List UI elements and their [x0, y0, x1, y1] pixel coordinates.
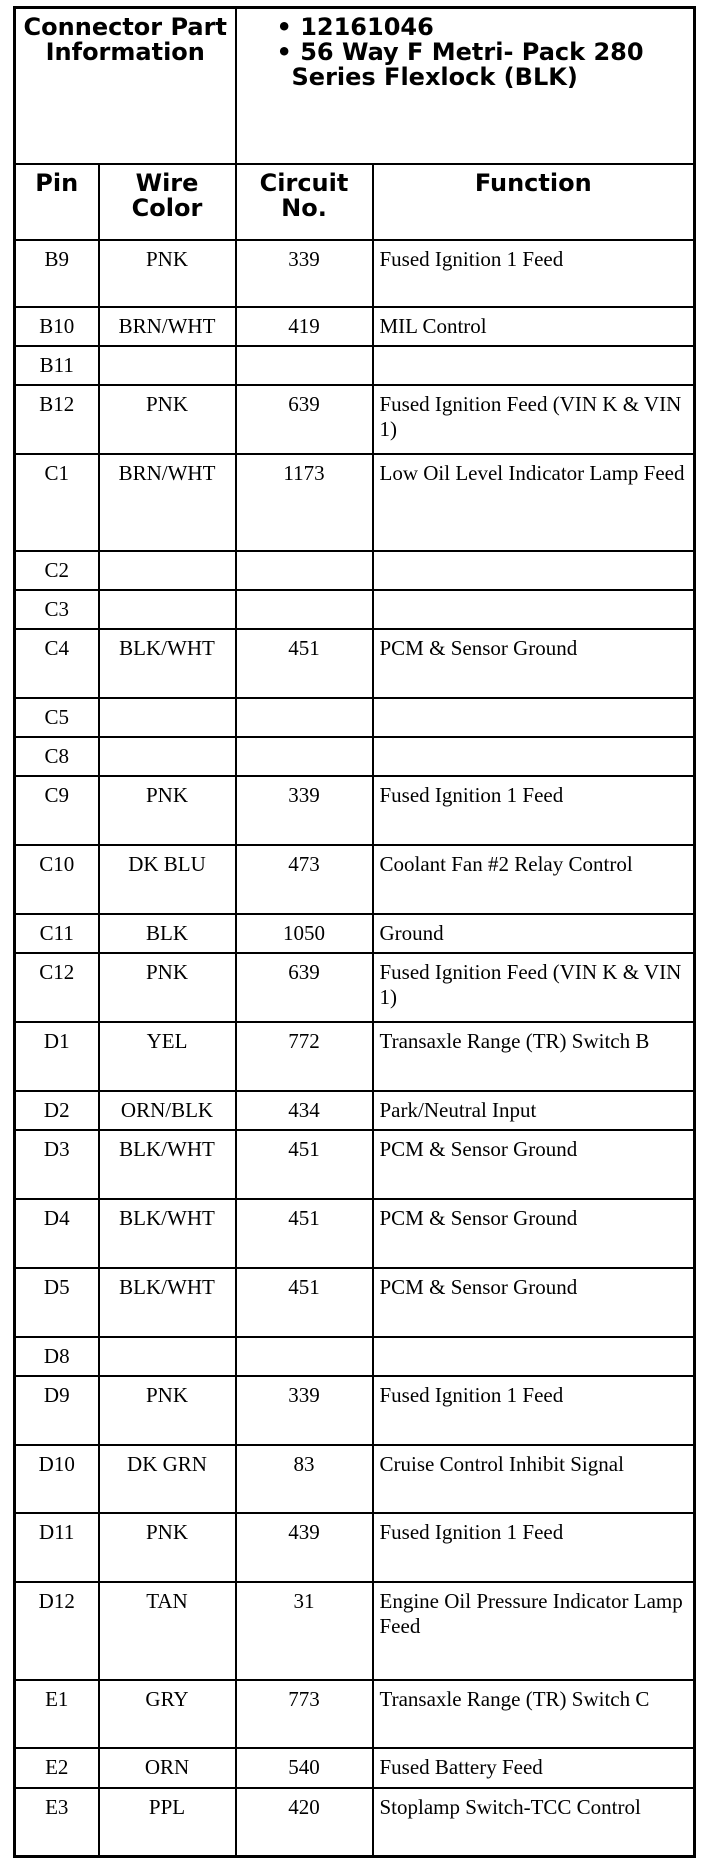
table-row [15, 1513, 695, 1582]
pin-cell: D2 [15, 1091, 99, 1130]
circuit-no-cell: 420 [236, 1788, 373, 1857]
function-cell: Fused Ignition 1 Feed [373, 1513, 695, 1582]
table-row [15, 698, 695, 737]
function-cell: PCM & Sensor Ground [373, 1130, 695, 1199]
table-row [15, 1376, 695, 1445]
wire-color-cell [99, 551, 236, 590]
circuit-no-cell: 439 [236, 1513, 373, 1582]
pin-cell: C11 [15, 914, 99, 953]
function-cell: Fused Ignition 1 Feed [373, 240, 695, 306]
col-header-pin: Pin [15, 164, 99, 240]
pin-cell: B12 [15, 385, 99, 454]
table-row [15, 1788, 695, 1857]
function-cell: Fused Ignition 1 Feed [373, 776, 695, 845]
function-cell: Cruise Control Inhibit Signal [373, 1445, 695, 1514]
wire-color-cell [99, 737, 236, 776]
wire-color-cell: GRY [99, 1680, 236, 1749]
table-row [15, 1199, 695, 1268]
function-cell: Fused Ignition Feed (VIN K & VIN 1) [373, 953, 695, 1022]
circuit-no-cell: 31 [236, 1582, 373, 1679]
circuit-no-cell: 639 [236, 385, 373, 454]
connector-description: • 56 Way F Metri- Pack 280 Series Flexlock (BLK) [276, 38, 644, 91]
circuit-no-cell: 434 [236, 1091, 373, 1130]
wire-color-cell: PPL [99, 1788, 236, 1857]
col-header-circuit-no: Circuit No. [236, 164, 373, 240]
function-cell: Engine Oil Pressure Indicator Lamp Feed [373, 1582, 695, 1679]
pin-cell: C2 [15, 551, 99, 590]
function-cell: Fused Ignition 1 Feed [373, 1376, 695, 1445]
pin-cell: B9 [15, 240, 99, 306]
pin-cell: C4 [15, 629, 99, 698]
circuit-no-cell: 339 [236, 1376, 373, 1445]
wire-color-cell [99, 590, 236, 629]
wire-color-cell: ORN/BLK [99, 1091, 236, 1130]
pin-cell: B11 [15, 346, 99, 385]
circuit-no-cell: 451 [236, 1199, 373, 1268]
wire-color-cell: DK BLU [99, 845, 236, 914]
function-cell [373, 1337, 695, 1376]
function-cell: Fused Ignition Feed (VIN K & VIN 1) [373, 385, 695, 454]
pin-cell: D5 [15, 1268, 99, 1337]
pin-cell: E2 [15, 1748, 99, 1787]
column-header-row [15, 164, 695, 240]
pin-cell: C3 [15, 590, 99, 629]
wire-color-cell: BLK/WHT [99, 1268, 236, 1337]
table-row [15, 551, 695, 590]
wire-color-cell: TAN [99, 1582, 236, 1679]
wire-color-cell: PNK [99, 1513, 236, 1582]
circuit-no-cell: 1173 [236, 454, 373, 551]
part-number: • 12161046 [276, 13, 434, 41]
pin-cell: D11 [15, 1513, 99, 1582]
function-cell: Ground [373, 914, 695, 953]
pin-cell: C10 [15, 845, 99, 914]
function-cell: Transaxle Range (TR) Switch B [373, 1022, 695, 1091]
table-row [15, 1748, 695, 1787]
circuit-no-cell [236, 346, 373, 385]
table-row [15, 953, 695, 1022]
table-row [15, 1337, 695, 1376]
pin-cell: B10 [15, 307, 99, 346]
function-cell: Park/Neutral Input [373, 1091, 695, 1130]
table-row [15, 1445, 695, 1514]
wire-color-cell [99, 1337, 236, 1376]
circuit-no-cell: 451 [236, 629, 373, 698]
function-cell: Low Oil Level Indicator Lamp Feed [373, 454, 695, 551]
wire-color-cell: BLK [99, 914, 236, 953]
pin-cell: D1 [15, 1022, 99, 1091]
wire-color-cell [99, 698, 236, 737]
connector-table [13, 6, 696, 1858]
circuit-no-cell: 339 [236, 240, 373, 306]
pin-cell: C9 [15, 776, 99, 845]
circuit-no-cell [236, 737, 373, 776]
pin-cell: C5 [15, 698, 99, 737]
pin-cell: D12 [15, 1582, 99, 1679]
table-row [15, 1680, 695, 1749]
table-header-row [15, 8, 695, 165]
pin-cell: C8 [15, 737, 99, 776]
col-header-function: Function [373, 164, 695, 240]
circuit-no-cell: 773 [236, 1680, 373, 1749]
circuit-no-cell [236, 1337, 373, 1376]
table-row [15, 346, 695, 385]
table-row [15, 307, 695, 346]
pin-cell: D8 [15, 1337, 99, 1376]
circuit-no-cell: 772 [236, 1022, 373, 1091]
circuit-no-cell: 451 [236, 1268, 373, 1337]
function-cell [373, 698, 695, 737]
function-cell: MIL Control [373, 307, 695, 346]
table-row [15, 454, 695, 551]
table-row [15, 1091, 695, 1130]
table-row [15, 845, 695, 914]
function-cell: PCM & Sensor Ground [373, 1199, 695, 1268]
wire-color-cell: BRN/WHT [99, 307, 236, 346]
circuit-no-cell: 451 [236, 1130, 373, 1199]
wire-color-cell: PNK [99, 385, 236, 454]
circuit-no-cell: 473 [236, 845, 373, 914]
circuit-no-cell: 83 [236, 1445, 373, 1514]
circuit-no-cell [236, 698, 373, 737]
table-row [15, 1022, 695, 1091]
table-row [15, 1130, 695, 1199]
function-cell: Transaxle Range (TR) Switch C [373, 1680, 695, 1749]
table-row [15, 240, 695, 306]
table-row [15, 914, 695, 953]
wire-color-cell: ORN [99, 1748, 236, 1787]
function-cell [373, 590, 695, 629]
pin-cell: D9 [15, 1376, 99, 1445]
wire-color-cell: BLK/WHT [99, 629, 236, 698]
pin-cell: C12 [15, 953, 99, 1022]
table-row [15, 629, 695, 698]
circuit-no-cell: 339 [236, 776, 373, 845]
wire-color-cell: BLK/WHT [99, 1130, 236, 1199]
wire-color-cell: PNK [99, 953, 236, 1022]
table-row [15, 1582, 695, 1679]
function-cell: PCM & Sensor Ground [373, 1268, 695, 1337]
table-row [15, 1268, 695, 1337]
pin-cell: D10 [15, 1445, 99, 1514]
circuit-no-cell: 1050 [236, 914, 373, 953]
pin-cell: E1 [15, 1680, 99, 1749]
wire-color-cell: PNK [99, 240, 236, 306]
col-header-wire-color: Wire Color [99, 164, 236, 240]
table-row [15, 590, 695, 629]
pin-cell: C1 [15, 454, 99, 551]
table-row [15, 737, 695, 776]
circuit-no-cell: 419 [236, 307, 373, 346]
wire-color-cell: PNK [99, 1376, 236, 1445]
wire-color-cell: BLK/WHT [99, 1199, 236, 1268]
wire-color-cell: PNK [99, 776, 236, 845]
circuit-no-cell: 639 [236, 953, 373, 1022]
function-cell [373, 737, 695, 776]
wire-color-cell [99, 346, 236, 385]
pin-cell: D3 [15, 1130, 99, 1199]
pin-cell: E3 [15, 1788, 99, 1857]
wire-color-cell: BRN/WHT [99, 454, 236, 551]
wire-color-cell: DK GRN [99, 1445, 236, 1514]
connector-part-label: Connector Part Information [15, 8, 236, 165]
circuit-no-cell [236, 590, 373, 629]
function-cell [373, 551, 695, 590]
function-cell: Fused Battery Feed [373, 1748, 695, 1787]
table-row [15, 385, 695, 454]
connector-part-info [236, 8, 695, 165]
circuit-no-cell: 540 [236, 1748, 373, 1787]
table-row [15, 776, 695, 845]
circuit-no-cell [236, 551, 373, 590]
function-cell: Coolant Fan #2 Relay Control [373, 845, 695, 914]
function-cell: PCM & Sensor Ground [373, 629, 695, 698]
function-cell: Stoplamp Switch-TCC Control [373, 1788, 695, 1857]
function-cell [373, 346, 695, 385]
wire-color-cell: YEL [99, 1022, 236, 1091]
pin-cell: D4 [15, 1199, 99, 1268]
